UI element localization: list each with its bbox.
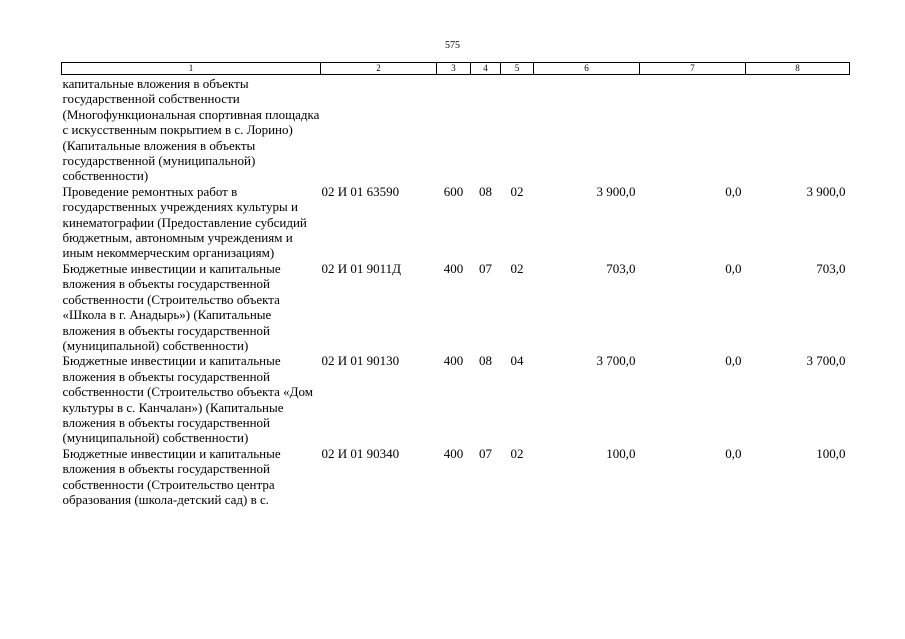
row-col8: 3 900,0: [806, 183, 846, 199]
row-pr: 02: [510, 445, 524, 461]
row-rz: 07: [479, 445, 492, 461]
header-col-2: 2: [321, 63, 437, 75]
row-pr: 02: [510, 183, 524, 199]
row-vr: [437, 75, 471, 184]
row-name: Бюджетные инвестиции и капитальные вложения в объекты государственной собственности (Строительство объекта «Школа в г. Анадырь») (Капитальные вложения в объекты государственной (муниципальной) собственности): [62, 260, 281, 353]
row-col8: 100,0: [816, 445, 846, 461]
row-pr: [501, 75, 534, 184]
row-vr: 600: [443, 183, 464, 199]
row-code: 02 И 01 90340: [321, 445, 400, 461]
header-col-4: 4: [471, 63, 501, 75]
header-col-1: 1: [62, 63, 321, 75]
header-row: [62, 63, 850, 75]
row-col6: 703,0: [606, 260, 636, 276]
row-name: Бюджетные инвестиции и капитальные вложения в объекты государственной собственности (Строительство центра образования (школа-детский сад) в с.: [62, 445, 281, 507]
row-code: 02 И 01 90130: [321, 353, 400, 369]
row-col6: 3 700,0: [596, 353, 636, 369]
row-name: капитальные вложения в объекты государственной собственности (Многофункциональная спортивная площадка с искусственным покрытием в с. Лорино) (Капитальные вложения в объекты государственной (муниципальной) собственности): [62, 76, 320, 184]
row-vr: 400: [443, 353, 464, 369]
row-col6: 100,0: [606, 445, 636, 461]
row-rz: 08: [479, 353, 492, 369]
row-code: 02 И 01 9011Д: [321, 260, 402, 276]
row-name: Бюджетные инвестиции и капитальные вложения в объекты государственной собственности (Строительство объекта «Дом культуры в с. Канчалан») (Капитальные вложения в объекты государственной (муниципальной) собственности): [62, 353, 313, 446]
table-row: [62, 75, 850, 184]
budget-table: [61, 62, 850, 507]
row-vr: 400: [443, 445, 464, 461]
row-pr: 02: [510, 260, 524, 276]
row-col6: [534, 75, 640, 184]
header-col-3: 3: [437, 63, 471, 75]
row-col7: 0,0: [725, 353, 742, 369]
row-rz: [471, 75, 501, 184]
row-col6: 3 900,0: [596, 183, 636, 199]
table-row: [62, 353, 850, 445]
row-name: Проведение ремонтных работ в государственных учреждениях культуры и кинематографии (Предоставление субсидий бюджетным, автономным учреждениям и иным некоммерческим организациям): [62, 183, 307, 261]
row-code: [321, 75, 437, 184]
row-vr: 400: [443, 260, 464, 276]
row-rz: 08: [479, 183, 492, 199]
table-row: [62, 261, 850, 353]
row-col8: 703,0: [816, 260, 846, 276]
table-row: [62, 184, 850, 261]
row-col7: 0,0: [725, 183, 742, 199]
table-row: [62, 446, 850, 508]
row-rz: 07: [479, 260, 492, 276]
header-col-5: 5: [501, 63, 534, 75]
row-col8: [746, 75, 850, 184]
header-col-8: 8: [746, 63, 850, 75]
header-col-6: 6: [534, 63, 640, 75]
row-col8: 3 700,0: [806, 353, 846, 369]
row-col7: [640, 75, 746, 184]
page-number: 575: [445, 40, 460, 51]
row-col7: 0,0: [725, 445, 742, 461]
row-code: 02 И 01 63590: [321, 183, 400, 199]
row-col7: 0,0: [725, 260, 742, 276]
row-pr: 04: [510, 353, 524, 369]
header-col-7: 7: [640, 63, 746, 75]
